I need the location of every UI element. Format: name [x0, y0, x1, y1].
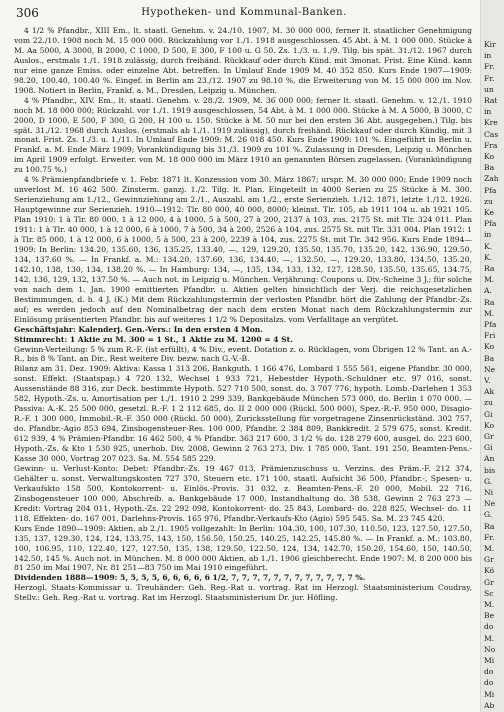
paragraph-praemienpfandbriefe: 4 % Prämienpfandbriefe v. 1. Febr. 1871 lt. Konzession vom 30. März 1867; urspr. M. 30 000 000; Ende 1909 noch unverlost M. 16 462 500. Zinsterm. ganzj. 1./2. Tilg. lt. Plan. Eingeteilt in 4000 Serien zu 25 Stücke à M. 300. Serienziehung am 1./12., Gewinnziehung am 2./1., Auszahl. am 1./2., erste Serienzieh. 1./12. 1871, letzte 1./12. 1926. Hauptgewinne zur Serienzieh. 1910—1912: Tlr. 80 000, 40 000, 8000; kleinst. Tlr. 105, ab 1911 104 u. ab 1921 105. Plan 1910: 1 à Tlr. 80 000, 1 à 12 000, 4 à 1000, 5 à 500, 27 à 200, 2137 à 103, zus. 2175 St. mit Tlr. 324 011. Plan 1911: 1 à Tlr. 40 000, 1 à 12 000, 6 à 1000, 7 à 500, 34 à 200, 2526 à 104, zus. 2575 St. mit Tlr. 331 004. Plan 1912: 1 à Tlr. 85 000, 1 à 12 000, 6 à 1000, 5 à 500, 23 à 200, 2239 à 104, zus. 2275 St. mit Tlr. 342 956. Kurs Ende 1894—1909: In Berlin: 134.20, 135.60, 136, 135.25, 133.40, —, 129, 129.20, 135.50, 135.70, 135.20, 142, 136.90, 129.50, 134, 137.60 %. — In Frankf. a. M.: 134.20, 137.60, 136, 134.40, —, 132.50, —, 129.20, 133.80, 134.50, 135.20, 142.10, 138, 130, 134, 138.20 %. — In Hamburg: 134, —, 135, 134, 133, 132, 127, 128.50, 135.50, 135.65, 134.75, 142, 136, 129, 132, 137.50 %. — Auch not. in Leipzig u. München. Verjährung: Coupons u. Div.-Scheine 3 J.; für solche von nach dem 1. Jan. 1900 emittierten Pfandbr. u. Aktien gelten hinsichtlich der Verj. die reichsgesetzlichen Bestimmungen, d. h. 4 J. (K.) Mit dem Rückzahlungstermin der verlosten Pfandbr. hört die Zahlung der Pfandbr.-Zs. auf; es werden jedoch auf den Nominalbetrag der nach dem ersten Monat nach dem Rückzahlungstermin zur Einlösung präsentierten Pfandbr. bis auf weiteres 1 1/2 % Depositalzs. vom Verfalltage an vergütet.: [14, 175, 472, 324]
margin-fragment: Fri: [484, 331, 496, 341]
paragraph-bilanz: Bilanz am 31. Dez. 1909: Aktiva: Kassa 1 313 206, Bankguth. 1 166 476, Lombard 1 555 561, eigene Pfandbr. 30 000, sonst. Effekt. (Staatspap.) 4 720 132, Wechsel 1 933 721, Hebestder Hypoth.-Schuldner etc. 97 016, sonst. Aussenstände 88 316, zur Deck. bestimmte Hypoth. 527 710 500, sonst. do. 3 707 776, hypoth. Lomb.-Darlehen 1 353 582, Hypoth.-Zs. u. Amortisation per 1./1. 1910 2 299 339, Bankgebäude München 573 000, do. Berlin 1 070 000. — Passiva: A.-K. 25 500 000, gesetzl. R.-F. 1 2 112 685, do. II 2 000 000 (Rückl. 500 000), Spez.-R.-F. 950 000, Disagio-R.-F. 1 300 000, Immobil.-R.-F. 350 000 (Rückl. 50 000), Zuricksstellung für vorgetragene Zinsenrückständ. 302 757, do. Pfandbr.-Agio 853 694, Zinsbogensteuer-Res. 100 000, Pfandbr. 2 384 809, Bankkredit. 2 579 675, sonst. Kredit. 612 939, 4 % Prämien-Pfandbr. 16 462 500, 4 % Pfandbr. 363 217 600, 3 1/2 % do. 128 279 600, ausgel. do. 223 600, Hypoth.-Zs. & Kto 1 530 925, unerhob. Div. 2008, Gewinn 2 763 273, Div. 1 785 000, Tant. 191 250, Beamten-Pens.-Kasse 30 000, Vortrag 207 023. Sa. M. 554 585 229.: [14, 364, 472, 463]
paragraph-gewinn-verlust: Gewinn- u. Verlust-Konto: Debet: Pfandbr.-Zs. 19 467 013, Prämienzuschuss u. Verzins. des Präm.-F. 212 374, Gehälter u. sonst. Verwaltungskosten 727 370, Steuern etc. 171 100, staatl. Aufsicht 36 500, Pfandbr.-, Spesen- u. Verkaufskto 158 500, Kontokorrent- u. Einlös.-Provis. 31 032, z. Beamten-Pens.-F. 20 000, Mobil. 22 716, Zinsbogensteuer 100 000, Abschreib. a. Bankgebäude 17 000, Instandhaltung do. 38 538, Gewinn 2 763 273 — Kredit: Vortrag 204 011, Hypoth.-Zs. 22 292 098, Kontokorrent- do. 25 843, Lombard- do. 228 825, Wechsel- do. 11 118, Effekten- do. 167 001, Darlehns-Provis. 165 976, Pfandbr.-Verkaufs-Kto (Agio) 595 545. Sa. M. 23 745 420.: [14, 463, 472, 523]
margin-fragment: Gr: [484, 555, 494, 565]
paragraph-geschaeftsjahr: Geschäftsjahr: Kalenderj. Gen.-Vers.: In den ersten 4 Mon.: [14, 324, 263, 334]
margin-fragment: in: [484, 51, 492, 61]
margin-fragment: Cas: [484, 129, 499, 139]
paragraph-dividenden: Dividenden 1888—1909: 5, 5, 5, 5, 6, 6, 6, 6, 6 1/2, 7, 7, 7, 7, 7, 7, 7, 7, 7, 7, 7, 7 %.: [14, 573, 366, 583]
margin-fragment: Zah: [484, 174, 499, 184]
adjacent-page-edge: [480, 0, 504, 712]
margin-fragment: G.: [484, 476, 493, 486]
paragraph-gewinn-verteilung: Gewinn-Verteilung: 5 % zum R.-F. (ist erfüllt), 4 % Div., event. Dotation z. o. Rücklagen, vom Übrigen 12 % Tant. an A.-R., bis 8 % Tant. an Dir., Rest weitere Div. bezw. nach G.-V.-B.: [14, 344, 472, 364]
margin-fragment: Ne: [484, 364, 496, 374]
margin-fragment: Fr.: [484, 62, 495, 72]
margin-fragment: Fra: [484, 140, 498, 150]
margin-fragment: G.: [484, 510, 493, 520]
paragraph-pfandbr-xiv: 4 % Pfandbr., XIV. Em., lt. staatl. Genehm. v. 28./2. 1909, M. 36 000 000; ferner lt. staatl. Genehm. v. 12./1. 1910 noch M. 18 000 000; Rückzahl. vor 1./1. 1919 ausgeschlossen, 54 Abt. à M. 1 000 000. Stücke à M. A 5000, B 3000, C 2000, D 1000, E 500, F 300, G 200, H 100 u. 150. Stücke à M. 50 nur bei den ersten 36 Abt. ausgegeben.) Tilg. bis spät. 31./12. 1968 durch Auslos. (erstmals ab 1./1. 1919 zulässig), durch freihänd. Rückkauf oder durch Kündig. mit 3 monat. Frist. Zs. 1./3. u. 1./11. In Umlauf Ende 1909: M. 26 018 450. Kurs Ende 1909: 101 %. Eingeführt in Berlin u. Frankf. a. M. Ende März 1909; Vorankündigung bis 31./3. 1909 zu 101 %. Zulassung in Dresden, Leipzig u. München im April 1909 erfolgt. Erweiter. von M. 18 000 000 im März 1910 an genannten Börsen zugelassen. (Vorankündigung zu 100.75 %.): [14, 95, 472, 175]
margin-fragment: Ra: [484, 297, 495, 307]
margin-fragment: Ba: [484, 163, 495, 173]
margin-fragment: Mi: [484, 656, 495, 665]
page-header: [16, 6, 472, 20]
margin-fragment: Gr: [484, 432, 494, 441]
margin-fragment: A.: [484, 286, 492, 296]
margin-fragment: Rat: [484, 96, 498, 105]
margin-fragment: K.: [484, 241, 493, 251]
margin-fragment: Ne: [484, 499, 496, 509]
margin-fragment: Mi: [484, 689, 495, 699]
margin-fragment: Fr.: [484, 532, 495, 542]
margin-fragment: No: [484, 644, 496, 654]
paragraph-kurs: Kurs Ende 1890—1909: Aktien, ab 2./1. 1905 vollgezahlt: In Berlin: 104.30, 100, 107.30, 110.50, 123, 127.50, 127.50, 135, 137, 129.30, 124, 124, 133.75, 143, 150, 156.50, 150.25, 140.25, 142.25, 145.80 %. — In Frankf. a. M.: 103.80, 100, 106.95, 110, 122.40, 127, 127.50, 135, 138, 129.50, 122.50, 124, 134, 142.70, 150.20, 154.60, 150, 140.50, 142.50, 145 %. Auch not. in München. M. 8 000 000 Aktien, ab 1./1. 1906 gleichberecht. Ende 1907: M. 8 200 000 bis 81 250 im Mai 1907, Nr. 81 251—83 750 im Mai 1910 eingeführt.: [14, 523, 472, 573]
margin-fragment: Ra: [484, 521, 495, 531]
margin-fragment: Pfa: [484, 219, 497, 229]
margin-fragment: An: [484, 454, 495, 464]
margin-fragment: Be: [484, 611, 495, 621]
margin-fragment: Gi: [484, 443, 493, 453]
margin-fragment: Ra: [484, 264, 495, 273]
page-number: 306: [16, 6, 39, 20]
margin-fragment: Kir: [484, 40, 496, 49]
margin-fragment: in: [484, 107, 492, 117]
margin-fragment: Pfa: [484, 320, 497, 329]
body-text: [14, 26, 472, 603]
margin-fragment: do: [484, 622, 494, 632]
paragraph-pfandbr-xiii: 4 1/2 % Pfandbr., XIII Em., lt. staatl. Genehm. v. 24./10. 1907, M. 30 000 000, ferner lt. staatlicher Genehmigung vom 22./10. 1908 noch M. 15 000 000. Rückzahlung vor 1./1. 1918 ausgeschlossen. 45 Abt. à M. 1 000 000. Stücke à M. Aa 5000, A 3000, B 2000, C 1000, D 500, E 300, F 100 u. G 50. Zs. 1./3. u. 1./9. Tilg. bis spät. 31./12. 1967 durch Auslos., erstmals 1./1. 1918 zulässig, durch freihänd. Rückkauf oder durch Künd. mit 3monat. Frist. Eine Künd. kann nur eine ganze Emiss. oder einzelne Abt. betreffen. In Umlauf Ende 1909 M. 40 352 850. Kurs Ende 1907—1909: 98.20, 100.40, 100.40 %. Eingef. in Berlin am 23./12. 1907 zu 98.10 %, die Erweiterung von M. 15 000 000 im Nov. 1908. Notiert in Berlin, Frankf. a. M., Dresden, Leipzig u. München.: [14, 26, 472, 95]
margin-fragment: M.: [484, 275, 495, 285]
margin-fragment: do: [484, 678, 494, 688]
margin-fragment: M.: [484, 633, 495, 643]
margin-fragment: do: [484, 667, 494, 677]
margin-fragment: zu: [484, 398, 493, 408]
margin-fragment: un: [484, 84, 494, 94]
paragraph-stimmrecht: Stimmrecht: 1 Aktie zu M. 300 = 1 St., 1 Aktie zu M. 1200 = 4 St.: [14, 334, 293, 344]
margin-fragment: Ke: [484, 208, 494, 217]
margin-fragment: Ab: [484, 700, 495, 710]
margin-fragment: bis: [484, 465, 496, 475]
margin-fragment: Pfa: [484, 185, 497, 195]
margin-fragment: M.: [484, 308, 495, 318]
margin-fragment: V.: [484, 376, 491, 385]
margin-fragment: Kö: [484, 566, 495, 576]
margin-fragment: Ko: [484, 420, 495, 430]
margin-fragment: Ak: [484, 387, 495, 397]
margin-fragment: Gr: [484, 577, 494, 587]
running-title: Hypotheken- und Kommunal-Banken.: [141, 7, 347, 18]
margin-fragment: M.: [484, 544, 495, 553]
margin-fragment: Ko: [484, 342, 495, 352]
margin-fragment: Kre: [484, 118, 498, 128]
margin-fragment: Fr.: [484, 73, 495, 83]
margin-fragment: K.: [484, 252, 493, 262]
paragraph-staatskommissar: Herzogl. Staats-Kommissar u. Treuhänder: Geh. Reg.-Rat u. vortrag. Rat im Herzogl. Staatsministerium Coudray, Stellv.: Geh. Reg.-Rat u. vortrag. Rat im Herzogl. Staatsministerium Dr. jur. Höfling.: [14, 583, 472, 603]
margin-fragment: M.: [484, 600, 495, 609]
margin-fragment: zu: [484, 196, 493, 206]
margin-fragment: in: [484, 230, 492, 240]
margin-fragment: Sc: [484, 588, 494, 598]
margin-fragment: Ni: [484, 488, 494, 497]
margin-fragment: Ba: [484, 353, 495, 363]
margin-fragment: Ko: [484, 152, 495, 161]
margin-fragment: Gi: [484, 409, 493, 419]
